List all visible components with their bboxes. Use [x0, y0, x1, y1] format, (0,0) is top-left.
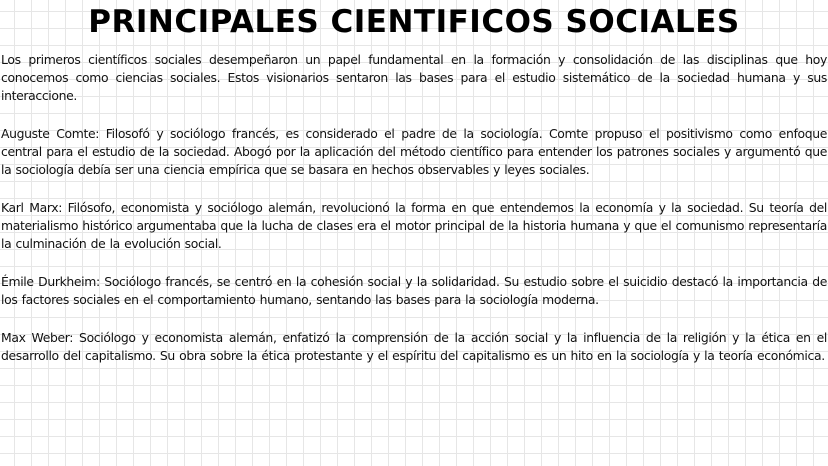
comte-paragraph: Auguste Comte: Filosofó y sociólogo francés, es considerado el padre de la sociología. Comte propuso el positivismo como enfoque central para el estudio de la sociedad. Abogó por la aplicación del método científico para entender los patrones sociales y argumentó que la sociología debía ser una ciencia empírica que se basara en hechos observables y leyes sociales.	[1, 126, 827, 177]
weber-paragraph: Max Weber: Sociólogo y economista alemán, enfatizó la comprensión de la acción social y la influencia de la religión y la ética en el desarrollo del capitalismo. Su obra sobre la ética protestante y el espíritu del capitalismo es un hito en la sociología y la teoría económica.	[1, 330, 827, 363]
content-body	[1, 51, 827, 385]
page-title: PRINCIPALES CIENTIFICOS SOCIALES	[88, 4, 740, 40]
durkheim-paragraph: Émile Durkheim: Sociólogo francés, se centró en la cohesión social y la solidaridad. Su estudio sobre el suicidio destacó la importancia de los factores sociales en el comportamiento humano, sentando las bases para la sociología moderna.	[1, 274, 827, 307]
marx-paragraph: Karl Marx: Filósofo, economista y sociólogo alemán, revolucionó la forma en que entendemos la economía y la sociedad. Su teoría del materialismo histórico argumentaba que la lucha de clases era el motor principal de la historia humana y que el comunismo representaría la culminación de la evolución social.	[1, 200, 827, 251]
intro-paragraph: Los primeros científicos sociales desempeñaron un papel fundamental en la formación y consolidación de las disciplinas que hoy conocemos como ciencias sociales. Estos visionarios sentaron las bases para el estudio sistemático de la sociedad humana y sus interaccione.	[1, 52, 827, 103]
